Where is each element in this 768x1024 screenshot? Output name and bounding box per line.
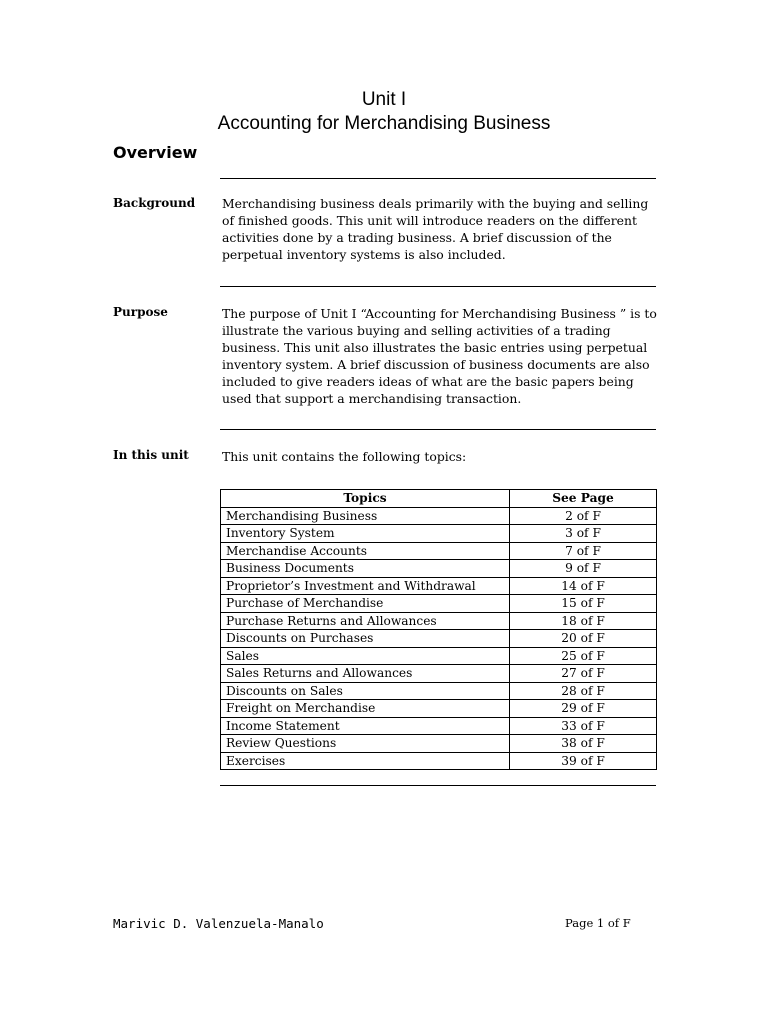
table-header-row	[221, 490, 657, 508]
table-row	[221, 595, 657, 613]
see-page-cell: 38 of F	[510, 735, 657, 753]
see-page-cell: 15 of F	[510, 595, 657, 613]
title-block	[0, 88, 768, 136]
topic-cell: Freight on Merchandise	[221, 700, 510, 718]
topic-cell: Business Documents	[221, 560, 510, 578]
topic-cell: Discounts on Purchases	[221, 630, 510, 648]
topic-cell: Merchandising Business	[221, 507, 510, 525]
purpose-text: The purpose of Unit I “Accounting for Merchandising Business ” is to illustrate the various buying and selling activities of a trading business. This unit also illustrates the basic entries using perpetual inventory system. A brief discussion of business documents are also included to give readers ideas of what are the basic papers being used that support a merchandising transaction.	[222, 306, 657, 406]
see-page-cell: 25 of F	[510, 647, 657, 665]
table-row	[221, 735, 657, 753]
topic-cell: Sales	[221, 647, 510, 665]
topic-cell: Proprietor’s Investment and Withdrawal	[221, 577, 510, 595]
table-row	[221, 612, 657, 630]
unit-title: Unit I	[361, 89, 407, 110]
divider-rule	[220, 429, 656, 430]
see-page-cell: 20 of F	[510, 630, 657, 648]
table-row	[221, 577, 657, 595]
divider-rule	[220, 178, 656, 179]
table-row	[221, 682, 657, 700]
topic-cell: Review Questions	[221, 735, 510, 753]
table-row	[221, 525, 657, 543]
table-row	[221, 507, 657, 525]
footer-page-number: Page 1 of F	[565, 916, 631, 930]
see-page-cell: 27 of F	[510, 665, 657, 683]
footer-author: Marivic D. Valenzuela-Manalo	[113, 916, 324, 931]
see-page-cell: 29 of F	[510, 700, 657, 718]
table-row	[221, 752, 657, 770]
see-page-cell: 18 of F	[510, 612, 657, 630]
see-page-cell: 9 of F	[510, 560, 657, 578]
topic-cell: Inventory System	[221, 525, 510, 543]
divider-rule	[220, 286, 656, 287]
topic-cell: Sales Returns and Allowances	[221, 665, 510, 683]
table-row	[221, 630, 657, 648]
topic-cell: Exercises	[221, 752, 510, 770]
topics-table-body	[221, 507, 657, 770]
table-row	[221, 665, 657, 683]
see-page-cell: 2 of F	[510, 507, 657, 525]
see-page-cell: 28 of F	[510, 682, 657, 700]
see-page-cell: 3 of F	[510, 525, 657, 543]
background-label: Background	[113, 196, 196, 210]
table-row	[221, 717, 657, 735]
in-this-unit-text: This unit contains the following topics:	[222, 449, 467, 464]
topic-cell: Income Statement	[221, 717, 510, 735]
table-row	[221, 560, 657, 578]
see-page-cell: 14 of F	[510, 577, 657, 595]
see-page-cell: 33 of F	[510, 717, 657, 735]
background-text: Merchandising business deals primarily with the buying and selling of finished goods. This unit will introduce readers on the different activities done by a trading business. A brief discussion of the perpetual inventory systems is also included.	[222, 196, 649, 262]
table-row	[221, 647, 657, 665]
purpose-label: Purpose	[113, 305, 168, 319]
topic-cell: Purchase Returns and Allowances	[221, 612, 510, 630]
in-this-unit-label: In this unit	[113, 448, 189, 462]
topic-cell: Purchase of Merchandise	[221, 595, 510, 613]
table-row	[221, 542, 657, 560]
topics-header: Topics	[221, 490, 510, 508]
divider-rule	[220, 785, 656, 786]
see-page-header: See Page	[510, 490, 657, 508]
page-title: Accounting for Merchandising Business	[217, 113, 551, 134]
topic-cell: Discounts on Sales	[221, 682, 510, 700]
see-page-cell: 7 of F	[510, 542, 657, 560]
topics-table	[220, 489, 657, 770]
see-page-cell: 39 of F	[510, 752, 657, 770]
table-row	[221, 700, 657, 718]
topic-cell: Merchandise Accounts	[221, 542, 510, 560]
overview-heading: Overview	[113, 143, 198, 162]
